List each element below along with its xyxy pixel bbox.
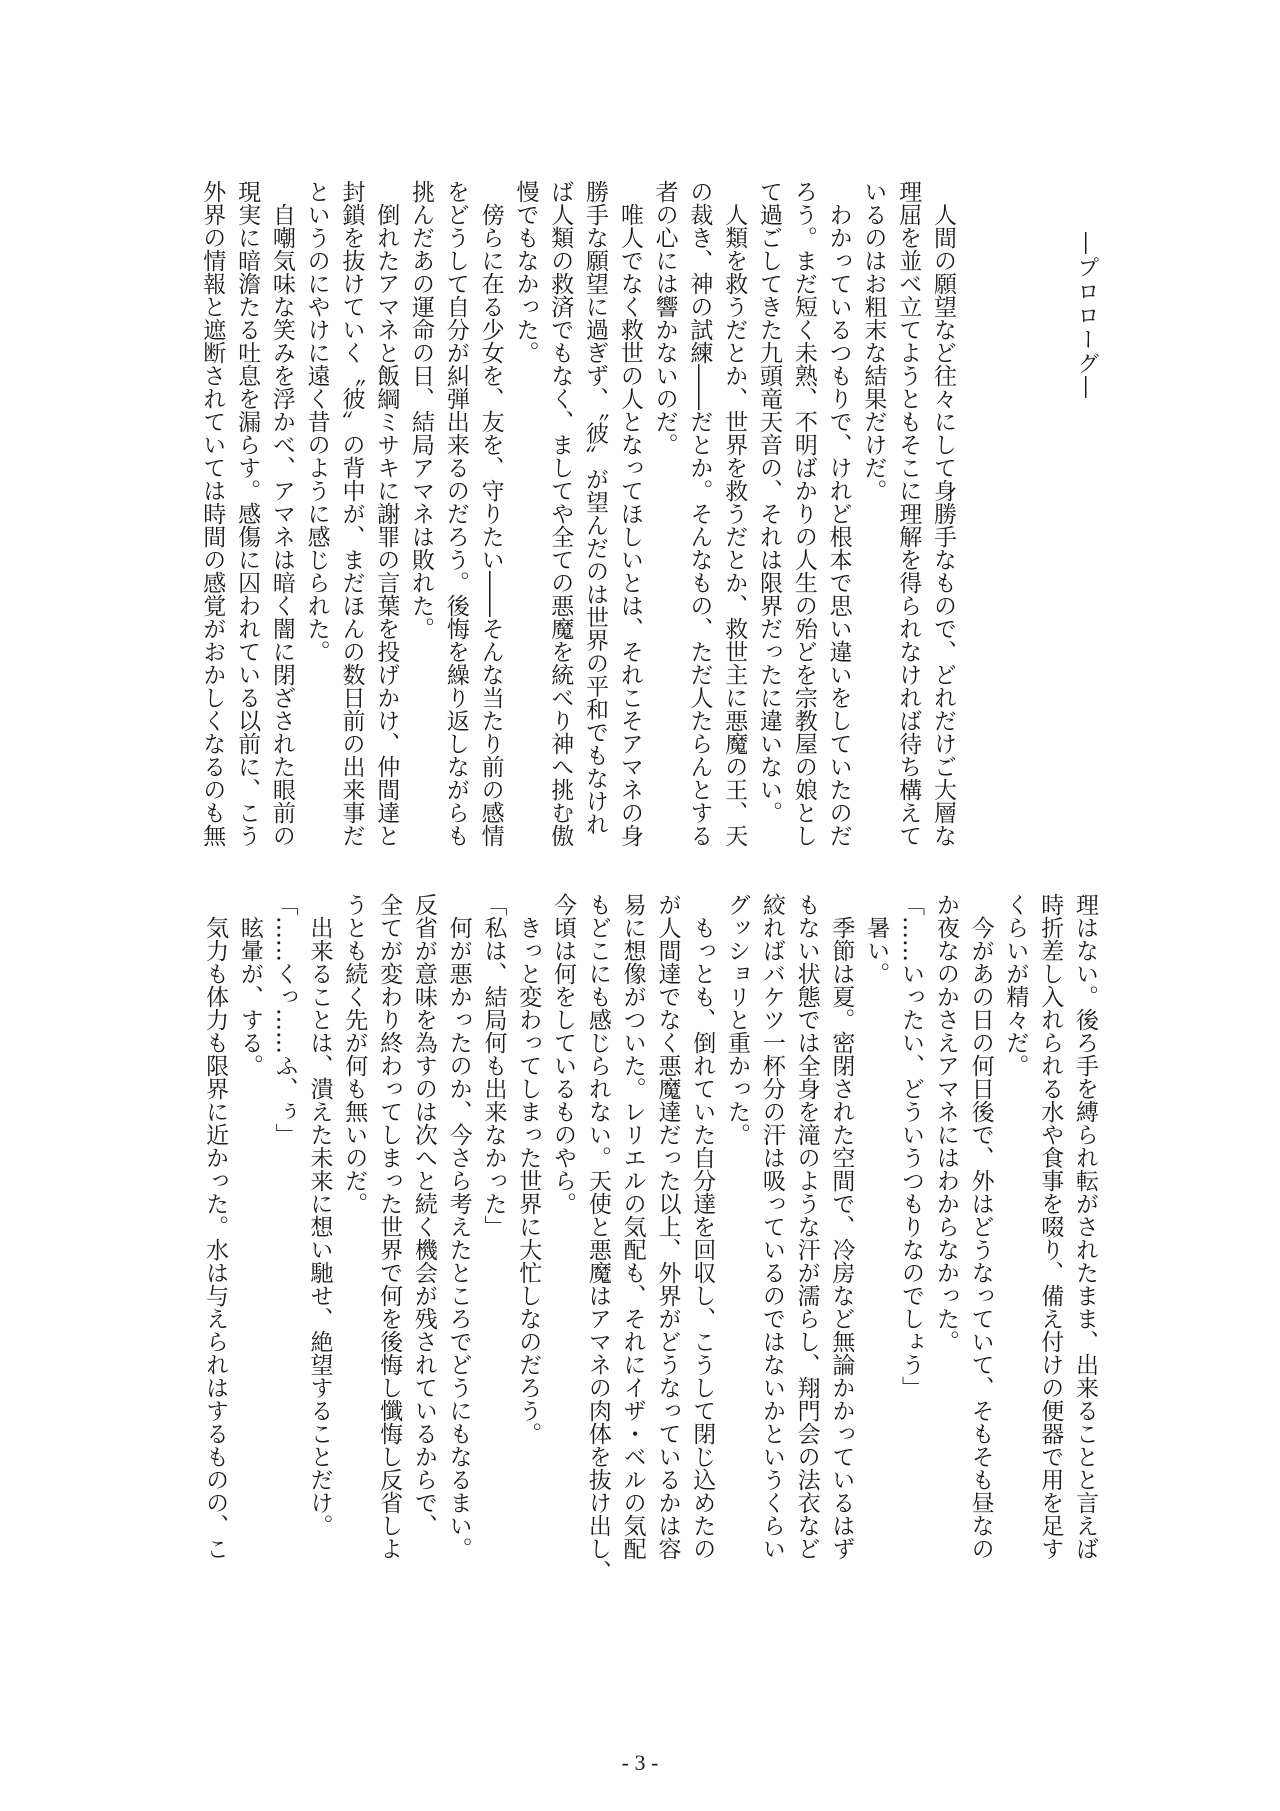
text-column: きっと変わってしまった世界に大忙しなのだろう。 <box>515 893 542 1445</box>
text-column: 「……いったい、どういうつもりなのでしょう」 <box>898 893 925 1399</box>
text-column: 人類を救うだとか、世界を救うだとか、救世主に悪魔の王、天 <box>721 180 748 847</box>
text-column: 挑んだあの運命の日、結局アマネは敗れた。 <box>408 180 435 640</box>
text-column: ろう。まだ短く未熟、不明ばかりの人生の殆どを宗教屋の娘とし <box>790 180 817 847</box>
text-column: 暑い。 <box>863 893 890 985</box>
text-column: もっとも、倒れていた自分達を回収し、こうして閉じ込めたの <box>689 893 716 1560</box>
text-column: 今頃は何をしているものやら。 <box>550 893 577 1215</box>
text-column: の裁き、神の試練――だとか。そんなもの、ただ人たらんとする <box>686 180 713 847</box>
text-column: 倒れたアマネと飯綱ミサキに謝罪の言葉を投げかけ、仲間達と <box>373 180 400 847</box>
text-column: 「私は、結局何も出来なかった」 <box>480 893 507 1238</box>
text-column: 理屈を並べ立てようともそこに理解を得られなければ待ち構えて <box>895 180 922 847</box>
text-column: 「……くっ……ふ、ぅ」 <box>271 893 298 1146</box>
text-column: 易に想像がついた。レリエルの気配も、それにイザ・ベルの気配 <box>619 893 646 1560</box>
text-column: というのにやけに遠く昔のように感じられた。 <box>303 180 330 663</box>
text-column: 眩暈が、する。 <box>236 893 263 1077</box>
text-column: ば人類の救済でもなく、ましてや全ての悪魔を統べり神へ挑む傲 <box>547 180 574 847</box>
text-column: 出来ることは、潰えた未来に想い馳せ、絶望することだけ。 <box>306 893 333 1537</box>
text-column: 反省が意味を為すのは次へと続く機会が残されているからで、 <box>410 893 437 1537</box>
text-column: 今があの日の何日後で、外はどうなっていて、そもそも昼なの <box>967 893 994 1560</box>
text-column: 傍らに在る少女を、友を、守りたい――そんな当たり前の感情 <box>477 180 504 847</box>
text-column: もない状態では全身を滝のような汗が濡らし、翔門会の法衣など <box>793 893 820 1560</box>
text-column: もどこにも感じられない。天使と悪魔はアマネの肉体を抜け出し、 <box>584 893 611 1583</box>
text-column: 季節は夏。密閉された空間で、冷房など無論かかっているはず <box>828 893 855 1560</box>
text-column: 現実に暗澹たる吐息を漏らす。感傷に囚われている以前に、こう <box>234 180 261 847</box>
text-column: わかっているつもりで、けれど根本で思い違いをしていたのだ <box>825 180 852 847</box>
text-column: グッショリと重かった。 <box>724 893 751 1146</box>
text-column: いるのはお粗末な結果だけだ。 <box>860 180 887 502</box>
text-column: 絞ればバケツ一杯分の汗は吸っているのではないかというくらい <box>758 893 785 1560</box>
text-column: 人間の願望など往々にして身勝手なもので、どれだけご大層な <box>930 180 956 847</box>
text-column: 勝手な願望に過ぎず、〝彼〟が望んだのは世界の平和でもなけれ <box>582 180 609 836</box>
text-column: が人間達でなく悪魔達だった以上、外界がどうなっているかは容 <box>654 893 681 1560</box>
text-column: 唯人でなく救世の人となってほしいとは、それこそアマネの身 <box>616 180 643 847</box>
text-column: か夜なのかさえアマネにはわからなかった。 <box>932 893 959 1353</box>
text-column: 外界の情報と遮断されていては時間の感覚がおかしくなるのも無 <box>199 180 226 847</box>
text-block-lower <box>197 893 1102 1583</box>
text-column: 慢でもなかった。 <box>512 180 539 364</box>
text-column: 時折差し入れられる水や食事を啜り、備え付けの便器で用を足す <box>1037 893 1064 1560</box>
text-column: くらいが精々だ。 <box>1002 893 1029 1077</box>
text-column: 理はない。後ろ手を縛られ転がされたまま、出来ることと言えば <box>1072 893 1098 1560</box>
text-column: 全てが変わり終わってしまった世界で何を後悔し懺悔し反省しよ <box>376 893 403 1560</box>
text-column: 封鎖を抜けていく〝彼〟の背中が、まだほんの数日前の出来事だ <box>338 180 365 847</box>
text-column: て過ごしてきた九頭竜天音の、それは限界だったに違いない。 <box>756 180 783 824</box>
text-column: 何が悪かったのか、今さら考えたところでどうにもなるまい。 <box>445 893 472 1560</box>
chapter-title: ―プロローグ― <box>1074 231 1099 400</box>
text-column: 者の心には響かないのだ。 <box>651 180 678 456</box>
text-column: 気力も体力も限界に近かった。水は与えられはするものの、こ <box>202 893 229 1560</box>
page-number: - 3 - <box>621 1750 659 1775</box>
text-column: 自嘲気味な笑みを浮かべ、アマネは暗く闇に閉ざされた眼前の <box>268 180 295 847</box>
text-block-upper <box>194 180 960 852</box>
text-column: うとも続く先が何も無いのだ。 <box>341 893 368 1215</box>
text-column: をどうして自分が糾弾出来るのだろう。後悔を繰り返しながらも <box>442 180 469 847</box>
